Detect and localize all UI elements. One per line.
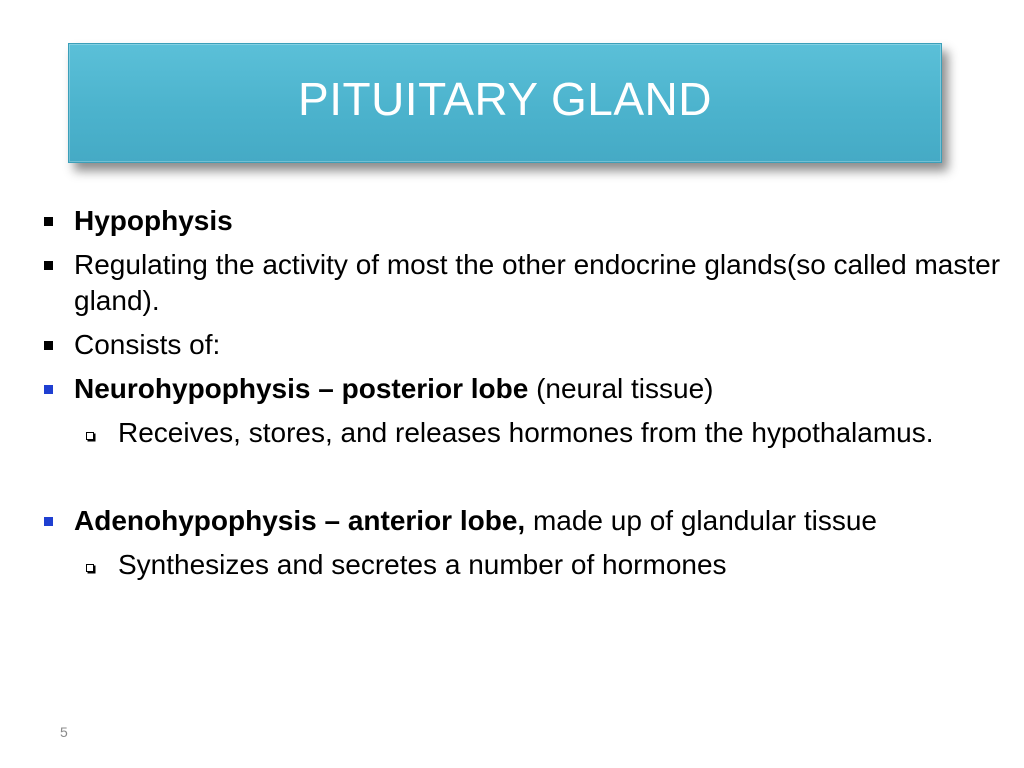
page-number: 5 [60, 724, 68, 740]
sub-bullet-item-synthesizes [30, 547, 1005, 583]
bullet-list [30, 203, 1005, 591]
spacer [30, 459, 1005, 503]
blue-square-bullet-icon [38, 503, 58, 539]
square-bullet-icon [38, 203, 58, 239]
hollow-square-bullet-icon [83, 415, 97, 451]
square-bullet-icon [38, 247, 58, 283]
sub-bullet-text: Synthesizes and secretes a number of hormones [118, 549, 727, 580]
bullet-bold-text: Adenohypophysis – anterior lobe, [74, 505, 526, 536]
bullet-bold-text: Hypophysis [74, 205, 233, 236]
bullet-item-adenohypophysis [30, 503, 1005, 539]
sub-bullet-text: Receives, stores, and releases hormones from the hypothalamus. [118, 417, 934, 448]
title-box [68, 43, 942, 163]
bullet-text: Consists of: [74, 329, 221, 360]
square-bullet-icon [38, 327, 58, 363]
bullet-item-regulating [30, 247, 1005, 319]
blue-square-bullet-icon [38, 371, 58, 407]
slide-title: PITUITARY GLAND [298, 73, 712, 125]
bullet-text: (neural tissue) [528, 373, 714, 404]
bullet-text: made up of glandular tissue [525, 505, 877, 536]
bullet-bold-text: Neurohypophysis – posterior lobe [74, 373, 529, 404]
bullet-item-hypophysis [30, 203, 1005, 239]
bullet-item-consists [30, 327, 1005, 363]
bullet-item-neurohypophysis [30, 371, 1005, 407]
sub-bullet-item-receives [30, 415, 1005, 451]
hollow-square-bullet-icon [83, 547, 97, 583]
bullet-text: Regulating the activity of most the other endocrine glands(so called master gland). [74, 249, 1001, 316]
